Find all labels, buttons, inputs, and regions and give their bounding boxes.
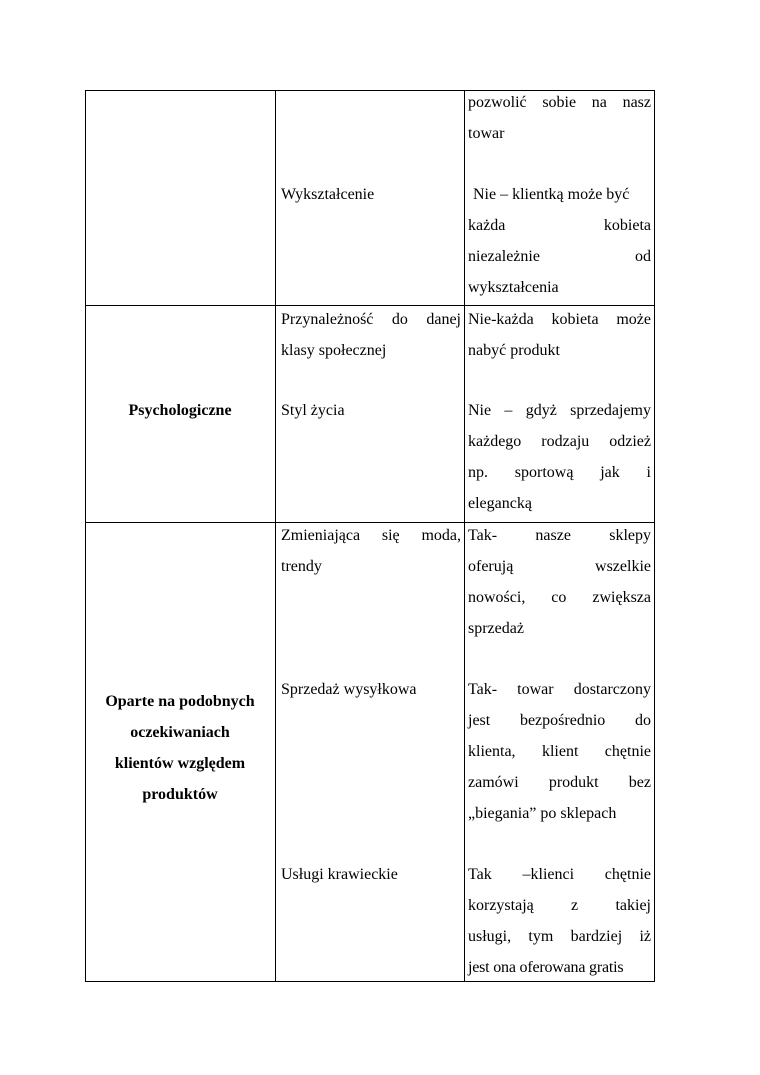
text-line: zamówi produkt bez — [468, 774, 651, 791]
col-divider-2 — [464, 90, 465, 982]
text-line: Tak- nasze sklepy — [468, 527, 651, 544]
row2-criterion-class — [281, 304, 461, 366]
text-line: towar — [468, 125, 505, 142]
text-line: sprzedaż — [468, 620, 524, 637]
text-line: nowości, co zwiększa — [468, 589, 651, 606]
text-line: każda kobieta — [468, 217, 651, 234]
table — [85, 90, 655, 982]
text-line: usługi, tym bardziej iż — [468, 928, 651, 945]
row3-criterion-fashion — [281, 520, 461, 582]
text-line: Styl życia — [281, 402, 345, 419]
text-line: Sprzedaż wysyłkowa — [281, 681, 417, 698]
text-line: oczekiwaniach — [130, 724, 230, 741]
text-line: wykształcenia — [468, 279, 559, 296]
row2-answer-class — [468, 304, 651, 366]
table-border-left — [85, 90, 86, 982]
text-line: Wykształcenie — [281, 186, 375, 203]
text-line: Oparte na podobnych — [105, 693, 255, 710]
text-line: niezależnie od — [468, 248, 651, 265]
text-line: klienta, klient chętnie — [468, 743, 651, 760]
row2-criterion-lifestyle — [281, 395, 461, 426]
row2-answer-lifestyle — [468, 395, 651, 519]
text-line: nabyć produkt — [468, 342, 560, 359]
row3-answer-fashion — [468, 520, 651, 644]
text-line: Tak- towar dostarczony — [468, 681, 651, 698]
row3-criterion-tailoring — [281, 859, 461, 890]
text-line: „biegania” po sklepach — [468, 805, 617, 822]
text-line: korzystają z takiej — [468, 897, 651, 914]
text-line: elegancką — [468, 495, 532, 512]
text-line: jest bezpośrednio do — [468, 712, 651, 729]
text-line: klientów względem — [114, 755, 246, 772]
row1-criterion-education — [281, 179, 461, 210]
text-line: oferują wszelkie — [468, 558, 651, 575]
text-line: pozwolić sobie na nasz — [468, 94, 651, 111]
text-line: Psychologiczne — [128, 402, 232, 419]
text-line: produktów — [142, 786, 218, 803]
row3-answer-mailorder — [468, 674, 651, 829]
text-line: Przynależność do danej — [281, 311, 461, 328]
text-line: np. sportową jak i — [468, 464, 651, 481]
row3-criterion-mailorder — [281, 674, 461, 705]
text-line: Zmieniająca się moda, — [281, 527, 461, 544]
row3-category — [87, 686, 273, 810]
text-line: klasy społecznej — [281, 342, 387, 359]
text-line: Nie – klientką może być — [473, 186, 630, 203]
row2-category — [87, 395, 273, 426]
text-line: Nie – gdyż sprzedajemy — [468, 402, 651, 419]
row3-answer-tailoring — [468, 859, 651, 983]
col-divider-1 — [275, 90, 276, 982]
text-line: Usługi krawieckie — [281, 866, 398, 883]
text-line: jest ona oferowana gratis — [468, 959, 624, 976]
row1-answer-education — [468, 179, 651, 303]
text-line: trendy — [281, 558, 322, 575]
table-border-right — [654, 90, 655, 982]
text-line: Nie-każda kobieta może — [468, 311, 651, 328]
text-line: każdego rodzaju odzież — [468, 433, 651, 450]
text-line: Tak –klienci chętnie — [468, 866, 651, 883]
row1-answer-cont — [468, 87, 651, 149]
